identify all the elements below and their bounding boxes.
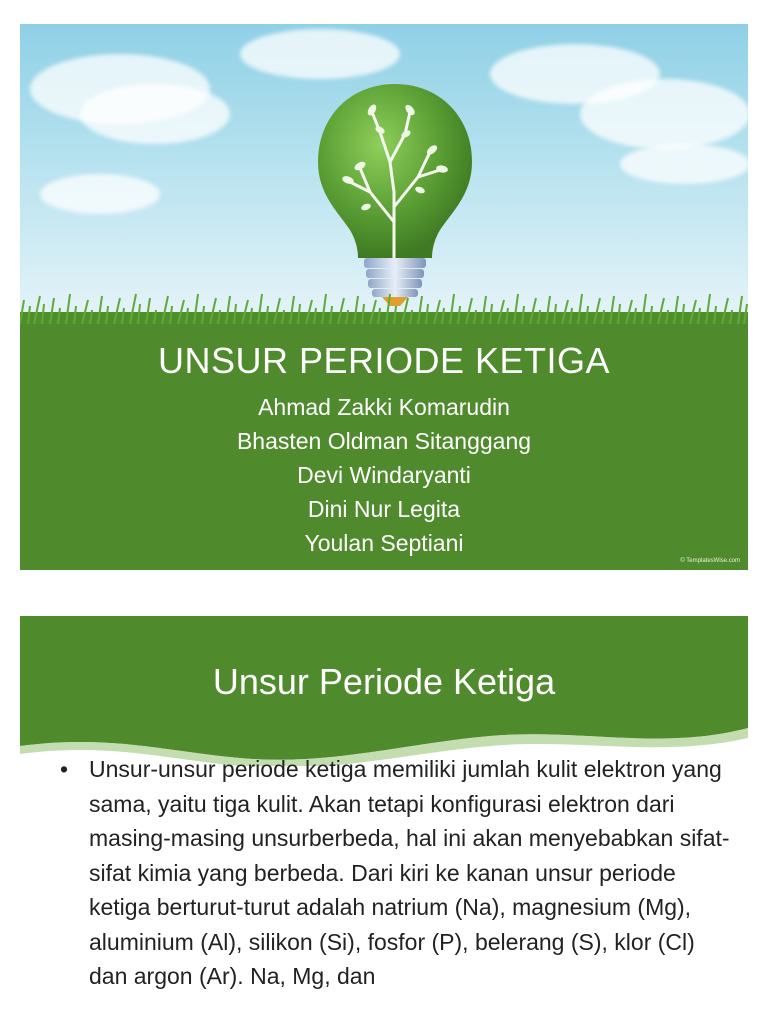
template-credit: © TemplatesWise.com xyxy=(680,558,740,564)
title-slide xyxy=(20,24,748,570)
content-slide xyxy=(20,616,748,1024)
bullet-icon: • xyxy=(60,756,69,782)
author-name: Devi Windaryanti xyxy=(297,462,471,488)
grass-decoration xyxy=(20,286,748,326)
light-bulb-tree-icon xyxy=(310,72,480,312)
author-name: Youlan Septiani xyxy=(304,530,464,556)
slide-title: Unsur Periode Ketiga xyxy=(212,661,556,702)
author-name: Bhasten Oldman Sitanggang xyxy=(236,428,532,454)
title-band xyxy=(20,324,748,570)
bullet-text: Unsur-unsur periode ketiga memiliki jumlah kulit elektron yang sama, yaitu tiga kulit. Akan tetapi konfigurasi elektron dari masing-masing unsurberbeda, hal ini akan menyebabkan sifat-sifat kimia yang berbeda. Dari kiri ke kanan unsur periode ketiga berturut-turut adalah natrium (Na), magnesium (Mg), aluminium (Al), silikon (Si), fosfor (P), belerang (S), klor (Cl) dan argon (Ar). Na, Mg, dan xyxy=(89,756,730,989)
author-name: Dini Nur Legita xyxy=(307,496,461,522)
bullet-item xyxy=(60,752,730,994)
slide-title: UNSUR PERIODE KETIGA xyxy=(157,340,611,381)
author-name: Ahmad Zakki Komarudin xyxy=(258,394,510,420)
author-list xyxy=(20,390,748,560)
